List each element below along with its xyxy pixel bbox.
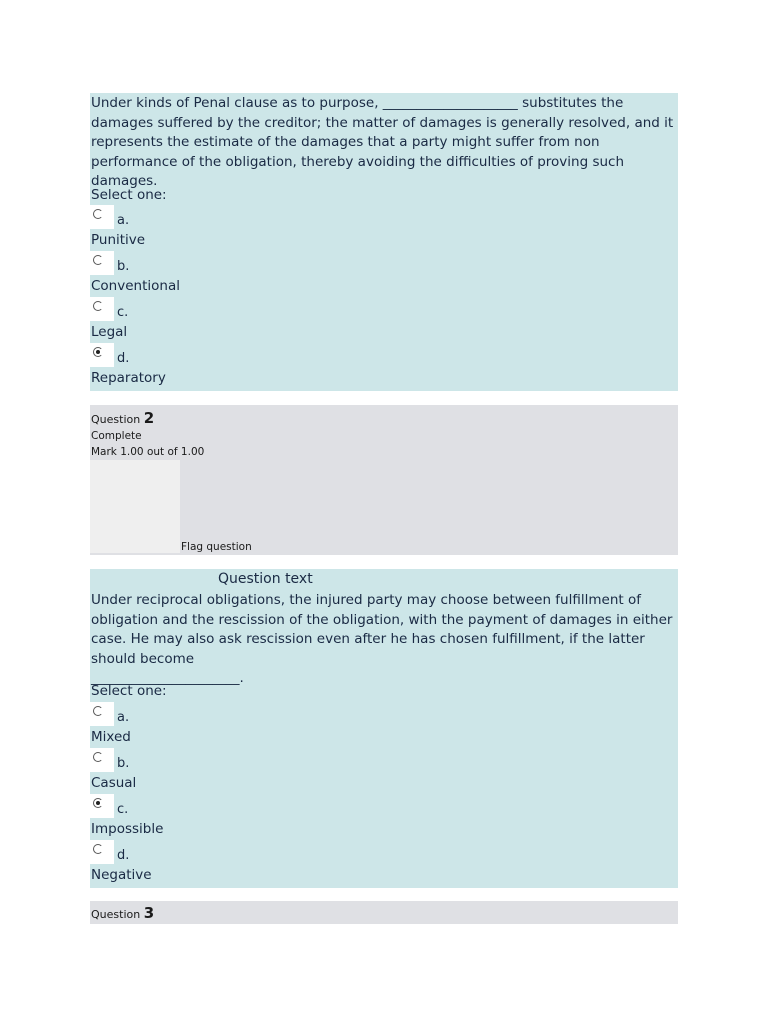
option-answer: Impossible (91, 821, 164, 837)
q1-options (90, 205, 390, 389)
option-letter: d. (117, 351, 130, 366)
q2-options (90, 702, 390, 886)
option-a[interactable] (90, 702, 390, 748)
question-number: Question 2 (91, 409, 155, 427)
option-b[interactable] (90, 748, 390, 794)
question-1-text: Under kinds of Penal clause as to purpose, ____________________ substitutes the damages suffered by the creditor; the matter of damages is generally resolved, and it represents the estimate of the damages that a party might suffer from non performance of the obligation, thereby avoiding the difficulties of proving such damages. (91, 95, 674, 189)
question-mark: Mark 1.00 out of 1.00 (91, 446, 205, 458)
option-answer: Negative (91, 867, 152, 883)
option-letter: b. (117, 259, 130, 274)
option-b[interactable] (90, 251, 390, 297)
question-status: Complete (91, 430, 142, 442)
select-one-label: Select one: (91, 187, 167, 203)
radio-button-icon[interactable] (93, 209, 103, 219)
option-answer: Conventional (91, 278, 180, 294)
option-d[interactable] (90, 343, 390, 389)
radio-button-icon[interactable] (93, 752, 103, 762)
option-answer: Mixed (91, 729, 131, 745)
select-one-label: Select one: (91, 683, 167, 699)
option-answer: Punitive (91, 232, 146, 248)
option-letter: d. (117, 848, 130, 863)
option-answer: Casual (91, 775, 137, 791)
option-letter: a. (117, 213, 130, 228)
question-1-content (90, 93, 678, 391)
option-letter: c. (117, 305, 129, 320)
radio-button-icon[interactable] (93, 844, 103, 854)
option-c[interactable] (90, 794, 390, 840)
option-a[interactable] (90, 205, 390, 251)
question-3-info (90, 901, 678, 924)
option-answer: Reparatory (91, 370, 166, 386)
option-c[interactable] (90, 297, 390, 343)
radio-button-icon[interactable] (93, 706, 103, 716)
option-letter: a. (117, 710, 130, 725)
option-d[interactable] (90, 840, 390, 886)
option-letter: c. (117, 802, 129, 817)
question-number: Question 3 (91, 904, 155, 922)
flag-question-link[interactable]: Flag question (181, 541, 252, 553)
radio-button-icon[interactable] (93, 255, 103, 265)
radio-button-icon[interactable] (93, 301, 103, 311)
question-2-info (90, 405, 678, 555)
radio-button-checked-icon[interactable] (93, 347, 103, 357)
flag-question-icon[interactable] (90, 460, 180, 553)
question-2-text: Under reciprocal obligations, the injured party may choose between fulfillment of obligation and the rescission of the obligation, with the payment of damages in either case. He may also ask rescission even after he has chosen fulfillment, if the latter should become ______________________. (91, 592, 673, 686)
option-answer: Legal (91, 324, 128, 340)
radio-button-checked-icon[interactable] (93, 798, 103, 808)
option-letter: b. (117, 756, 130, 771)
question-2-content (90, 569, 678, 888)
question-text-heading: Question text (218, 571, 313, 587)
